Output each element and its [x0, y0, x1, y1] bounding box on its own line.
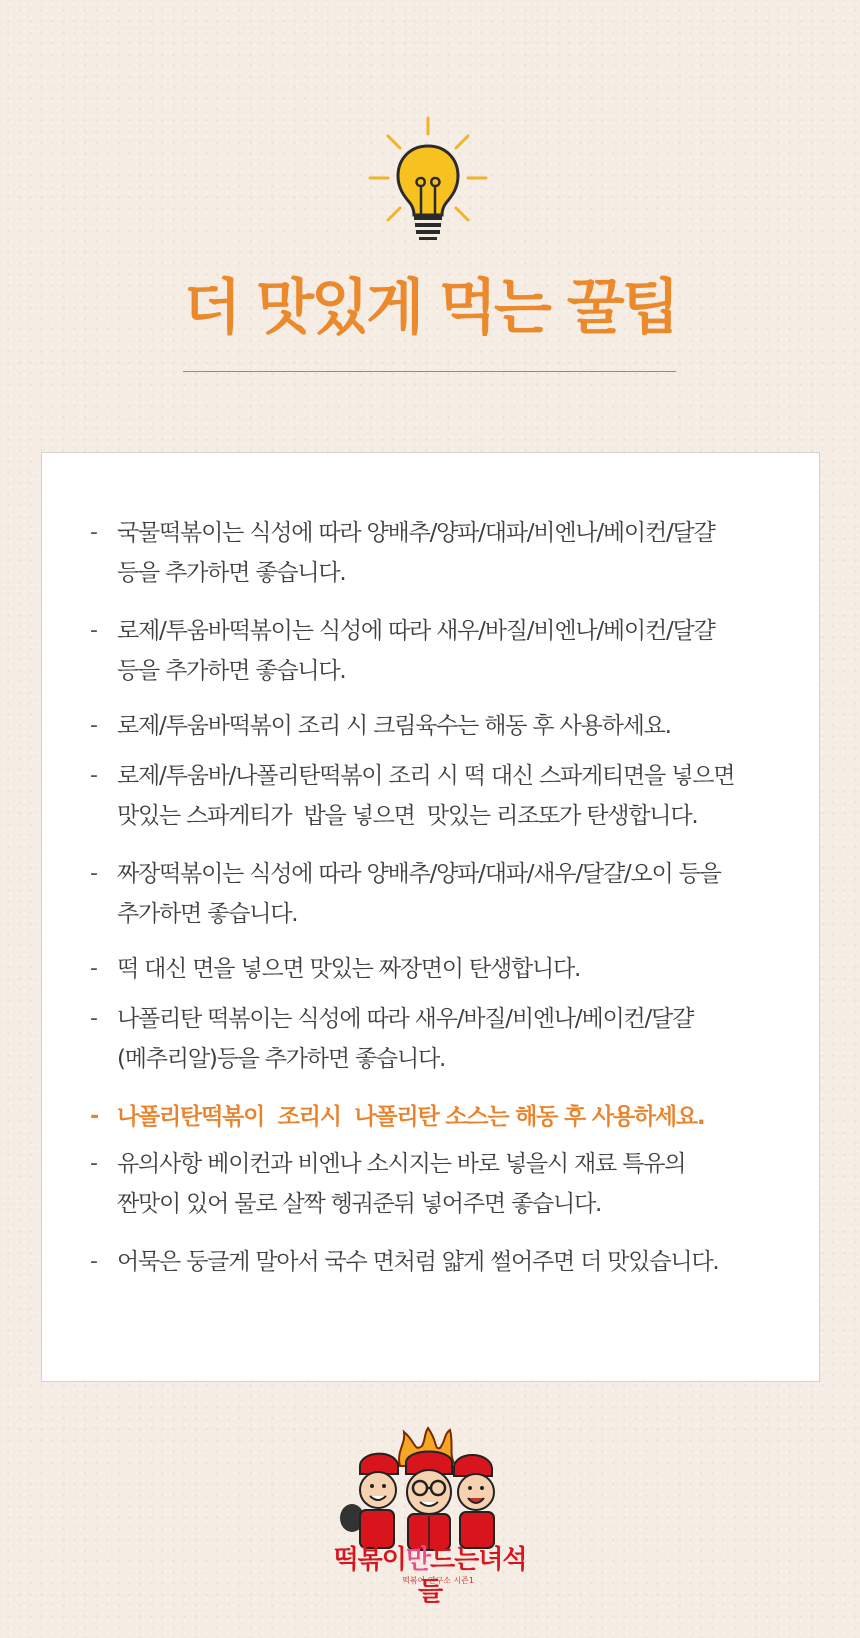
tip-line: 국물떡볶이는 식성에 따라 양배추/양파/대파/비엔나/베이컨/달걀	[117, 520, 715, 546]
tip-line: 짠맛이 있어 물로 살짝 헹궈준뒤 넣어주면 좋습니다.	[117, 1191, 602, 1217]
tip-text	[117, 706, 797, 746]
tip-text	[117, 1144, 797, 1224]
bullet-dash: -	[90, 520, 98, 545]
tip-line: 로제/투움바떡볶이 조리 시 크림육수는 해동 후 사용하세요.	[117, 713, 671, 739]
title-divider	[183, 371, 676, 372]
tip-line: 나폴리탄떡볶이 조리시 나폴리탄 소스는 해동 후 사용하세요.	[117, 1104, 705, 1130]
page-title: 더 맛있게 먹는 꿀팁	[183, 273, 677, 343]
bullet-dash: -	[90, 713, 98, 738]
tip-line: 떡 대신 면을 넣으면 맛있는 짜장면이 탄생합니다.	[117, 956, 581, 982]
bullet-dash: -	[90, 956, 98, 981]
tip-text	[117, 1242, 797, 1282]
bullet-dash: -	[90, 618, 98, 643]
logo-wordmark: 떡볶이만드는녀석들	[333, 1545, 527, 1607]
bullet-dash: -	[90, 1249, 98, 1274]
tip-line: (메추리알)등을 추가하면 좋습니다.	[117, 1046, 446, 1072]
bullet-dash: -	[90, 763, 98, 788]
tip-line: 맛있는 스파게티가 밥을 넣으면 맛있는 리조또가 탄생합니다.	[117, 803, 698, 829]
chef-characters-illustration	[330, 1426, 530, 1551]
tip-line: 등을 추가하면 좋습니다.	[117, 658, 346, 684]
logo-subtext: 떡볶이 연구소 시즌1	[402, 1576, 474, 1585]
tip-line: 나폴리탄 떡볶이는 식성에 따라 새우/바질/비엔나/베이컨/달걀	[117, 1006, 694, 1032]
tip-text	[117, 1097, 797, 1137]
tip-line: 추가하면 좋습니다.	[117, 901, 298, 927]
bullet-dash: -	[90, 1006, 98, 1031]
brand-logo	[330, 1426, 530, 1607]
bullet-dash: -	[90, 861, 98, 886]
tip-line: 등을 추가하면 좋습니다.	[117, 560, 346, 586]
tip-line: 로제/투움바/나폴리탄떡볶이 조리 시 떡 대신 스파게티면을 넣으면	[117, 763, 735, 789]
tip-text	[117, 949, 797, 989]
tip-text	[117, 756, 797, 836]
tip-line: 어묵은 둥글게 말아서 국수 면처럼 얇게 썰어주면 더 맛있습니다.	[117, 1249, 719, 1275]
lightbulb-icon	[360, 116, 500, 246]
bullet-dash: -	[90, 1104, 100, 1129]
tips-card	[41, 452, 820, 1382]
tip-line: 짜장떡볶이는 식성에 따라 양배추/양파/대파/새우/달걀/오이 등을	[117, 861, 721, 887]
tip-text	[117, 854, 797, 934]
tip-text	[117, 999, 797, 1079]
tip-line: 로제/투움바떡볶이는 식성에 따라 새우/바질/비엔나/베이컨/달걀	[117, 618, 715, 644]
tip-line: 유의사항 베이컨과 비엔나 소시지는 바로 넣을시 재료 특유의	[117, 1151, 686, 1177]
tip-text	[117, 513, 797, 593]
bullet-dash: -	[90, 1151, 98, 1176]
tip-text	[117, 611, 797, 691]
